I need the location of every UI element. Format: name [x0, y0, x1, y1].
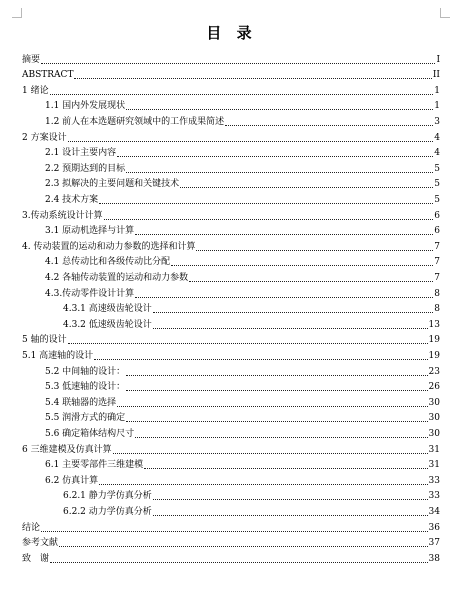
toc-leader-dots — [135, 296, 433, 298]
toc-entry-page: I — [436, 54, 440, 65]
toc-entry-label: 结论 — [22, 522, 41, 533]
toc-entry-label: 摘要 — [22, 54, 41, 65]
toc-entry-page: 7 — [434, 272, 440, 283]
toc-leader-dots — [59, 545, 428, 547]
toc-entry-page: 30 — [428, 428, 440, 439]
toc-entry[interactable] — [0, 471, 463, 487]
toc-entry-label: 4. 传动装置的运动和动力参数的选择和计算 — [22, 241, 196, 252]
toc-entry[interactable] — [0, 159, 463, 175]
toc-entry-page: 1 — [434, 85, 440, 96]
toc-entry-page: 19 — [428, 335, 440, 346]
toc-entry[interactable] — [0, 502, 463, 518]
toc-entry-label: 6.2 仿真计算 — [45, 475, 99, 486]
toc-leader-dots — [144, 467, 427, 469]
toc-entry[interactable] — [0, 315, 463, 331]
toc-entry-label: 4.1 总传动比和各级传动比分配 — [45, 257, 171, 268]
toc-title: 目 录 — [206, 24, 257, 42]
toc-entry-page: 6 — [434, 226, 440, 237]
toc-entry[interactable] — [0, 97, 463, 113]
toc-entry[interactable] — [0, 409, 463, 425]
toc-leader-dots — [41, 530, 428, 532]
toc-leader-dots — [126, 374, 427, 376]
toc-entry[interactable] — [0, 253, 463, 269]
toc-leader-dots — [117, 405, 427, 407]
toc-entry[interactable] — [0, 534, 463, 550]
toc-entry-page: 33 — [428, 475, 440, 486]
toc-entry-page: 8 — [434, 288, 440, 299]
toc-entry-page: 31 — [428, 444, 440, 455]
toc-leader-dots — [126, 420, 427, 422]
toc-entry-page: 7 — [434, 257, 440, 268]
toc-entry-label: 5.1 高速轴的设计 — [22, 350, 94, 361]
toc-entry-page: 3 — [434, 116, 440, 127]
toc-entry[interactable] — [0, 331, 463, 347]
toc-entry-page: 13 — [428, 319, 440, 330]
toc-leader-dots — [171, 264, 433, 266]
toc-leader-dots — [135, 436, 427, 438]
toc-entry-label: 6.2.2 动力学仿真分析 — [63, 506, 152, 517]
toc-leader-dots — [74, 77, 431, 79]
toc-entry-page: 23 — [428, 366, 440, 377]
toc-leader-dots — [50, 561, 428, 563]
page-corner-mark-left — [12, 8, 22, 18]
toc-entry-page: 31 — [428, 460, 440, 471]
toc-leader-dots — [99, 202, 433, 204]
toc-entry[interactable] — [0, 487, 463, 503]
toc-entry-label: 5.2 中间轴的设计： — [45, 366, 126, 377]
toc-entry-page: 7 — [434, 241, 440, 252]
toc-entry-label: 6.2.1 静力学仿真分析 — [63, 491, 152, 502]
toc-entry-label: 1.2 前人在本选题研究领域中的工作成果简述 — [45, 116, 225, 127]
toc-leader-dots — [196, 249, 433, 251]
toc-entry[interactable] — [0, 81, 463, 97]
toc-entry-label: 2 方案设计 — [22, 132, 67, 143]
toc-entry-page: 19 — [428, 350, 440, 361]
toc-leader-dots — [68, 140, 434, 142]
toc-leader-dots — [153, 327, 428, 329]
toc-entry-page: II — [432, 70, 440, 81]
toc-leader-dots — [153, 498, 428, 500]
toc-entry-page: 37 — [428, 538, 440, 549]
toc-entry[interactable] — [0, 346, 463, 362]
toc-leader-dots — [99, 483, 427, 485]
toc-leader-dots — [126, 389, 427, 391]
toc-entry-page: 8 — [434, 304, 440, 315]
toc-entry-label: 5.4 联轴器的选择 — [45, 397, 117, 408]
toc-entry-label: 6 三维建模及仿真计算 — [22, 444, 112, 455]
toc-entry-label: 2.2 预期达到的目标 — [45, 163, 126, 174]
toc-entry-page: 30 — [428, 413, 440, 424]
toc-entry[interactable] — [0, 378, 463, 394]
toc-leader-dots — [153, 514, 428, 516]
toc-entry-page: 6 — [434, 210, 440, 221]
toc-entry[interactable] — [0, 128, 463, 144]
toc-entry-label: 致 谢 — [22, 553, 50, 564]
toc-entry-page: 30 — [428, 397, 440, 408]
toc-entry[interactable] — [0, 144, 463, 160]
toc-entry-label: 4.3.传动零件设计计算 — [45, 288, 135, 299]
toc-entry-page: 36 — [428, 522, 440, 533]
toc-entry-label: ABSTRACT — [22, 70, 74, 81]
toc-entry[interactable] — [0, 440, 463, 456]
toc-entry-label: 5.3 低速轴的设计： — [45, 382, 126, 393]
toc-leader-dots — [113, 452, 428, 454]
toc-entry[interactable] — [0, 362, 463, 378]
toc-entry-page: 4 — [434, 132, 440, 143]
toc-entry-page: 34 — [428, 506, 440, 517]
toc-leader-dots — [104, 218, 434, 220]
page-corner-mark-right — [440, 8, 450, 18]
toc-entry-label: 3.1 原动机选择与计算 — [45, 226, 135, 237]
toc-entry-label: 参考文献 — [22, 538, 59, 549]
toc-entry-label: 2.3 拟解决的主要问题和关键技术 — [45, 179, 180, 190]
toc-leader-dots — [153, 311, 434, 313]
toc-entry[interactable] — [0, 206, 463, 222]
toc-entry-page: 38 — [428, 553, 440, 564]
toc-leader-dots — [126, 108, 433, 110]
toc-entry-label: 3.传动系统设计计算 — [22, 210, 103, 221]
toc-entry-page: 5 — [434, 194, 440, 205]
toc-leader-dots — [225, 124, 433, 126]
toc-entry-label: 5 轴的设计 — [22, 335, 67, 346]
toc-entry[interactable] — [0, 518, 463, 534]
toc-entry[interactable] — [0, 424, 463, 440]
toc-entry[interactable] — [0, 549, 463, 565]
toc-entry[interactable] — [0, 66, 463, 82]
toc-entry-label: 5.6 确定箱体结构尺寸 — [45, 428, 135, 439]
toc-entry[interactable] — [0, 393, 463, 409]
toc-entry-page: 1 — [434, 101, 440, 112]
toc-entry-page: 26 — [428, 382, 440, 393]
toc-entry[interactable] — [0, 456, 463, 472]
toc-entry[interactable] — [0, 222, 463, 238]
toc-entry[interactable] — [0, 50, 463, 66]
toc-leader-dots — [126, 171, 433, 173]
toc-entry-label: 2.4 技术方案 — [45, 194, 99, 205]
toc-leader-dots — [180, 186, 433, 188]
toc-entry-label: 2.1 设计主要内容 — [45, 148, 117, 159]
toc-leader-dots — [41, 62, 435, 64]
toc-leader-dots — [94, 358, 427, 360]
toc-entry[interactable] — [0, 237, 463, 253]
toc-entry[interactable] — [0, 284, 463, 300]
toc-entry-label: 4.3.2 低速级齿轮设计 — [63, 319, 152, 330]
toc-entry-page: 4 — [434, 148, 440, 159]
toc-entry-page: 33 — [428, 491, 440, 502]
toc-entry[interactable] — [0, 112, 463, 128]
toc-entry-label: 1 绪论 — [22, 85, 49, 96]
toc-entry-page: 5 — [434, 179, 440, 190]
toc-entry-label: 1.1 国内外发展现状 — [45, 101, 126, 112]
toc-leader-dots — [135, 233, 433, 235]
toc-entry[interactable] — [0, 300, 463, 316]
toc-leader-dots — [117, 155, 433, 157]
toc-entry-label: 4.3.1 高速级齿轮设计 — [63, 304, 152, 315]
toc-entry-label: 5.5 润滑方式的确定 — [45, 413, 126, 424]
toc-leader-dots — [50, 93, 434, 95]
toc-leader-dots — [68, 342, 428, 344]
toc-entry-label: 4.2 各轴传动装置的运动和动力参数 — [45, 272, 189, 283]
toc-entry[interactable] — [0, 175, 463, 191]
toc-entry[interactable] — [0, 268, 463, 284]
toc-entry-page: 5 — [434, 163, 440, 174]
toc-entry-label: 6.1 主要零部件三维建模 — [45, 460, 144, 471]
toc-leader-dots — [189, 280, 433, 282]
toc-entry[interactable] — [0, 190, 463, 206]
